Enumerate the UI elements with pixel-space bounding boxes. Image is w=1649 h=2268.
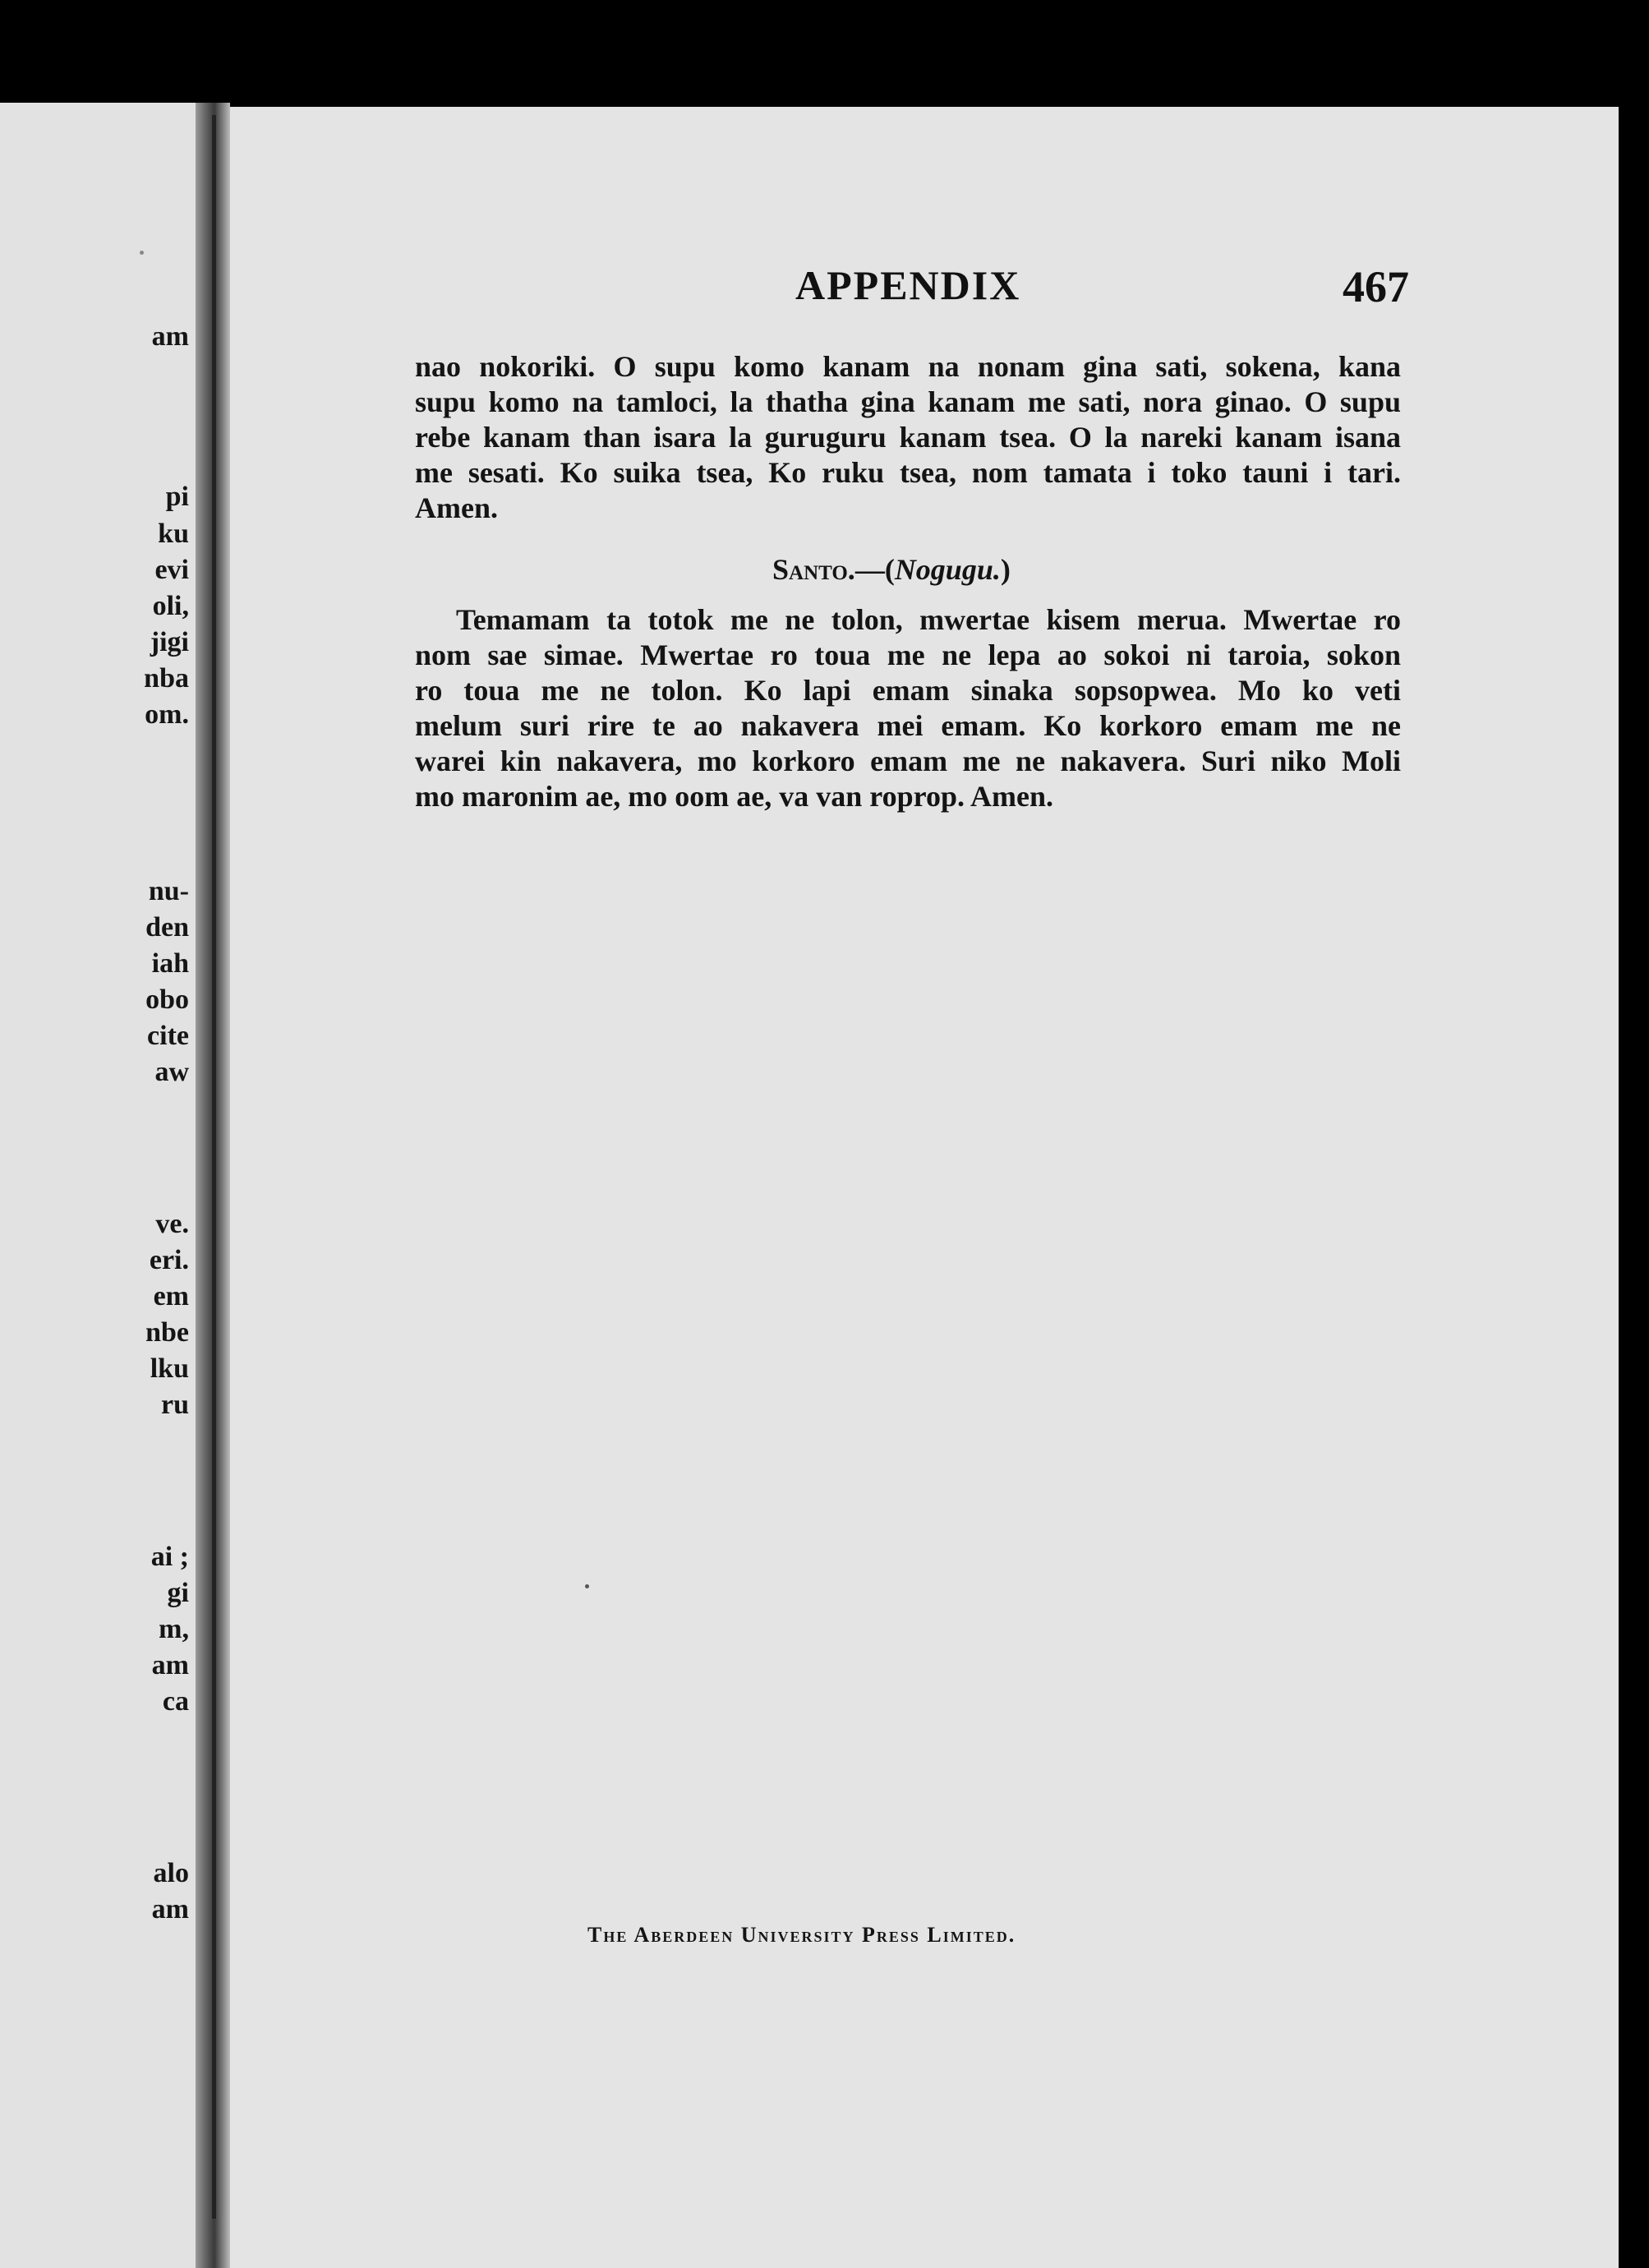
previous-page-text-fragment: am [151,1894,189,1925]
previous-page-text-fragment: om. [145,699,189,730]
paragraph-line: nom sae simae. Mwertae ro toua me ne lepa ao sokoi ni taroia, sokon [415,638,1401,671]
printer-imprint: The Aberdeen University Press Limited. [587,1923,1016,1947]
previous-page-text-fragment: ca [162,1686,189,1717]
page-number: 467 [1343,262,1409,311]
previous-page-text-fragment: lku [150,1353,189,1384]
previous-page-text-fragment: cite [147,1021,189,1051]
previous-page-text-fragment: evi [154,555,189,585]
previous-page-text-fragment: iah [151,948,189,979]
previous-page-text-fragment: ve. [155,1209,189,1239]
page-right-border [1619,107,1649,2268]
previous-page-text-fragment: m, [159,1614,189,1644]
previous-page-text-fragment: nu- [148,876,189,906]
previous-page-text-fragment: aw [154,1057,189,1087]
running-header-title: APPENDIX [795,262,1021,308]
paragraph-line: nao nokoriki. O supu komo kanam na nonam gina sati, sokena, kana [415,350,1401,383]
previous-page-text-fragment: pi [165,482,189,512]
paragraph-line: rebe kanam than isara la guruguru kanam tsea. O la nareki kanam isana [415,421,1401,454]
previous-page-text-fragment: jigi [150,627,189,657]
paragraph-line: Temamam ta totok me ne tolon, mwertae kisem merua. Mwertae ro [456,603,1401,636]
heading-language-name: Nogugu. [894,553,1001,586]
heading-close-paren: ) [1000,553,1011,586]
santo-prayer-paragraph [415,602,1401,814]
previous-page-text-fragment: gi [167,1578,189,1608]
previous-page-edge [0,103,196,2268]
paragraph-line: ro toua me ne tolon. Ko lapi emam sinaka sopsopwea. Mo ko veti [415,674,1401,707]
previous-page-text-fragment: alo [153,1858,189,1888]
paper-speck [140,251,144,255]
previous-page-text-fragment: am [151,1650,189,1680]
previous-page-text-fragment: obo [145,984,189,1015]
previous-page-text-fragment: oli, [152,591,189,621]
previous-page-text-fragment: ku [158,519,189,549]
paper-speck [585,1584,589,1588]
paragraph-line: me sesati. Ko suika tsea, Ko ruku tsea, nom tamata i toko tauni i tari. [415,456,1401,489]
previous-page-text-fragment: nbe [145,1317,189,1348]
gutter-binding-line [212,115,216,2219]
previous-page-text-fragment: em [153,1281,189,1311]
paragraph-line: melum suri rire te ao nakavera mei emam. Ko korkoro emam me ne [415,709,1401,742]
previous-page-text-fragment: ai ; [150,1542,189,1572]
previous-page-text-fragment: eri. [149,1245,189,1275]
paragraph-line: supu komo na tamloci, la thatha gina kanam me sati, nora ginao. O supu [415,385,1401,418]
previous-page-text-fragment: am [151,321,189,352]
prayer-paragraph-continued [415,349,1401,526]
paragraph-line: Amen. [415,491,498,524]
section-heading-santo [772,552,1011,587]
paragraph-line: mo maronim ae, mo oom ae, va van roprop. Amen. [415,780,1053,813]
previous-page-text-fragment: ru [161,1390,189,1420]
previous-page-text-fragment: den [145,912,189,943]
heading-place-name: Santo. [772,553,855,586]
heading-dash: —( [854,553,895,586]
paragraph-line: warei kin nakavera, mo korkoro emam me ne nakavera. Suri niko Moli [415,744,1401,777]
previous-page-text-fragment: nba [144,663,189,694]
